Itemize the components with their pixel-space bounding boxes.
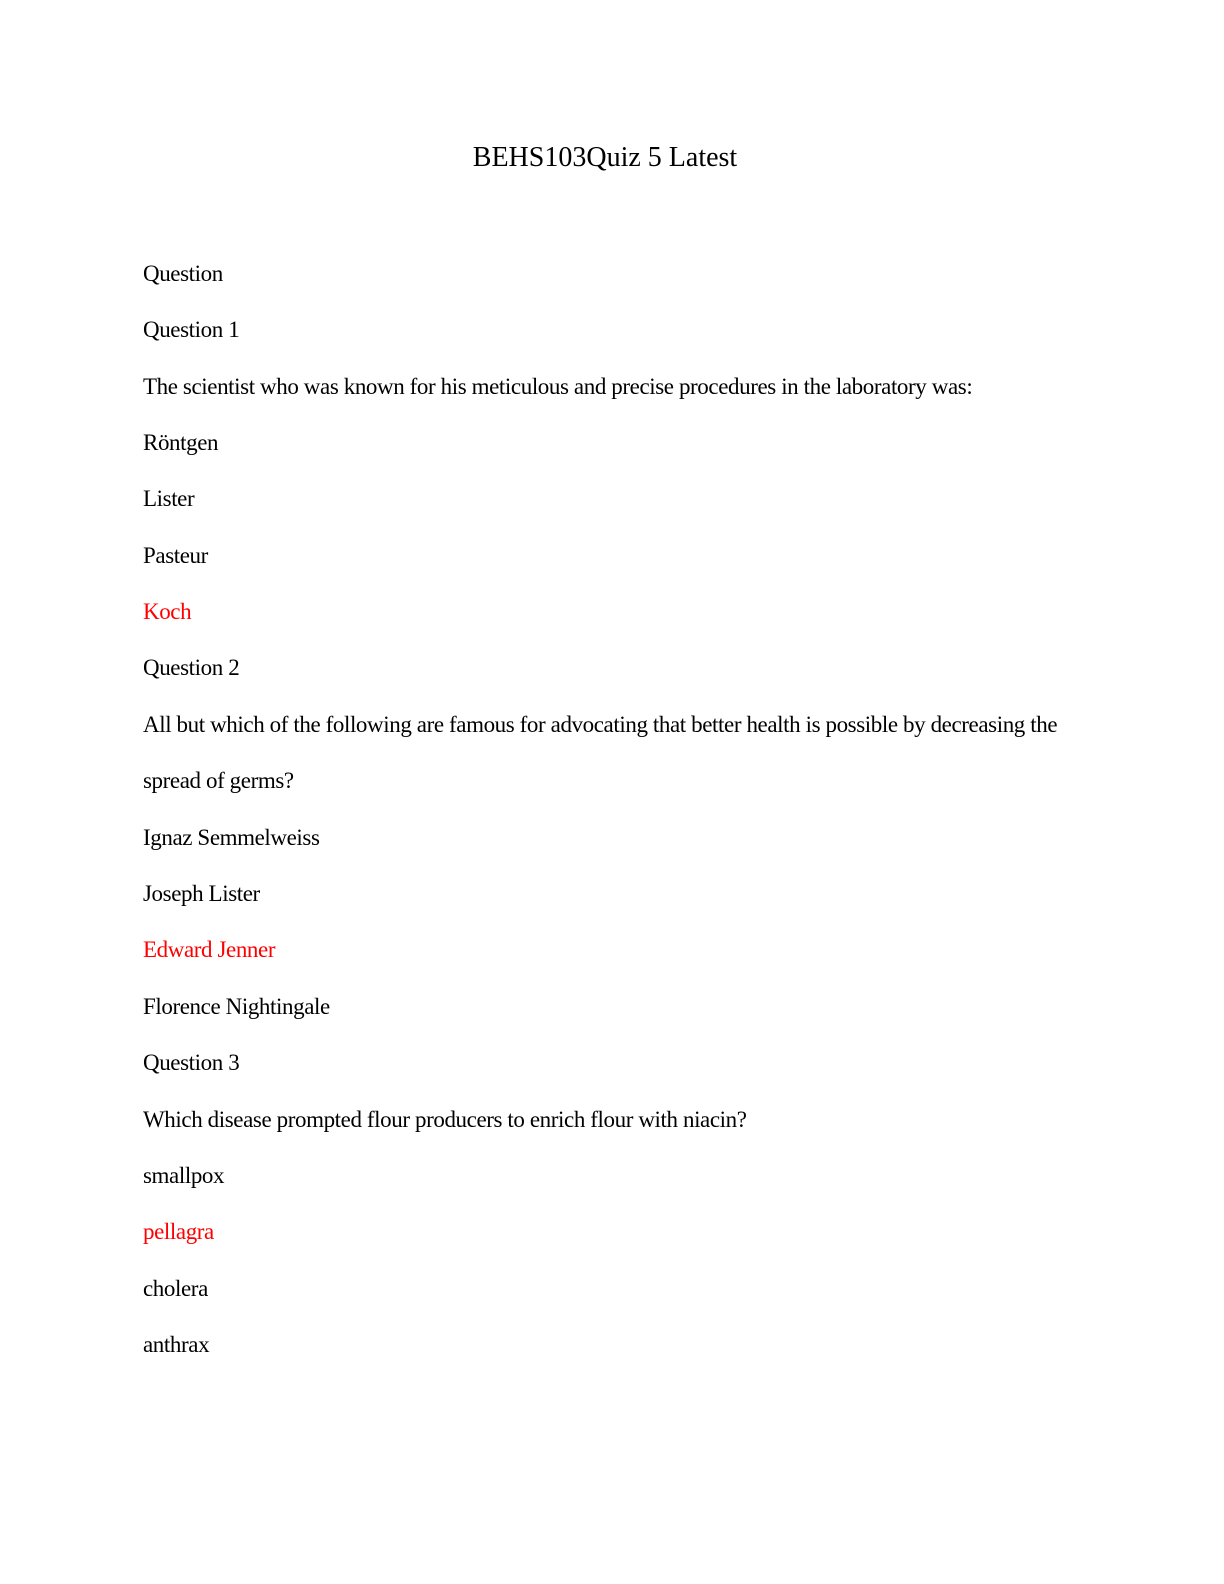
question-3-prompt: Which disease prompted flour producers to enrich flour with niacin?: [143, 1106, 747, 1132]
question-2-option-1: Ignaz Semmelweiss: [143, 824, 320, 850]
document-title: BEHS103Quiz 5 Latest: [472, 142, 738, 173]
question-2-option-4: Florence Nightingale: [143, 993, 330, 1019]
question-3-option-3: cholera: [143, 1275, 208, 1301]
question-2-prompt: All but which of the following are famous for advocating that better health is possible by decreasing the spread of germs?: [143, 711, 1058, 794]
question-3-option-2-correct: pellagra: [143, 1219, 214, 1245]
question-1-label: Question 1: [143, 317, 240, 343]
section-heading: Question: [143, 261, 223, 286]
question-3-label: Question 3: [143, 1050, 240, 1076]
question-3-option-1: smallpox: [143, 1162, 225, 1188]
question-3-option-4: anthrax: [143, 1331, 210, 1357]
question-2-option-2: Joseph Lister: [143, 881, 260, 907]
question-2-option-3-correct: Edward Jenner: [143, 937, 276, 963]
question-1-option-1: Röntgen: [143, 430, 219, 456]
question-1-option-3: Pasteur: [143, 542, 208, 568]
question-2-label: Question 2: [143, 655, 240, 681]
document-body: [143, 260, 1093, 1387]
question-1-option-4-correct: Koch: [143, 599, 192, 625]
question-1-option-2: Lister: [143, 486, 195, 512]
question-1-prompt: The scientist who was known for his meticulous and precise procedures in the laboratory was:: [143, 373, 973, 399]
